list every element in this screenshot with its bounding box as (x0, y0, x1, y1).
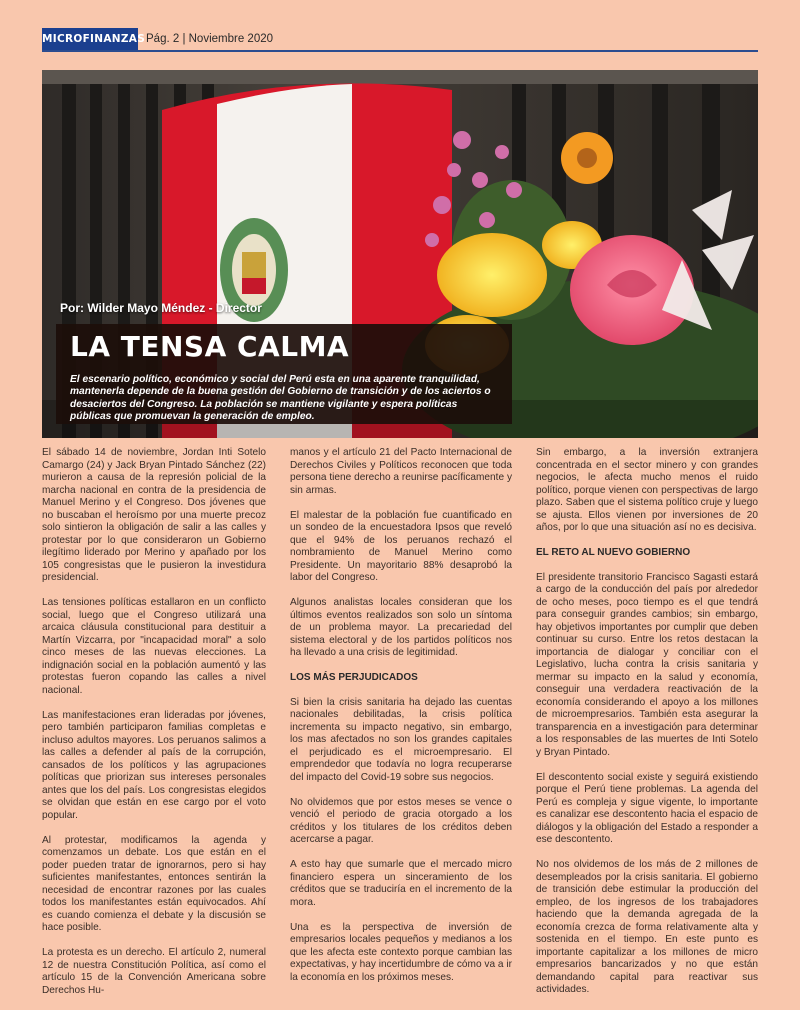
paragraph: El descontento social existe y seguirá existiendo porque el Perú tiene problemas. La agenda del Perú es compleja y sigue vigente, lo importante es canalizar ese descontento hacia el espacio de diálogos y la obligación del Estado a responder a ese descontento. (536, 771, 758, 845)
article-column-2 (290, 447, 512, 997)
brand-logo: MICROFINANZAS (42, 28, 138, 50)
paragraph: El presidente transitorio Francisco Sagasti estará a cargo de la conducción del país por alrededor de ocho meses, poco tiempo es el que tendrá para conseguir grandes cambios; sin embargo, hay objetivos importantes por cumplir que deben continuar su curso. Entre los retos destacan la importancia de dialogar y conciliar con el Legislativo, lucha contra la crisis sanitaria y mermar su impacto en la salud y economía, conseguir una verdadera reactivación de la economía considerando el apoyo a los millones de microempresarios. También esta asegurar la transparencia en a investigación para determinar a los responsables de las muertes de Inti Sotelo y Bryan Pintado. (536, 571, 758, 758)
title-box (56, 324, 512, 424)
section-heading: LOS MÁS PERJUDICADOS (290, 672, 418, 683)
author-byline: Por: Wilder Mayo Méndez - Director (60, 301, 262, 315)
article-column-1 (42, 447, 266, 1010)
paragraph: Las tensiones políticas estallaron en un conflicto social, luego que el Congreso utilizará una arcaica cláusula constitucional para destituir a Martín Vizcarra, por "incapacidad moral" a solo cinco meses de las nuevas elecciones. La indignación social en la población aumentó y las protestas fueron copando las calles a nivel nacional. (42, 597, 266, 696)
page-header (42, 28, 758, 50)
paragraph: Sin embargo, a la inversión extranjera concentrada en el sector minero y con grandes negocios, le afecta mucho menos el ruido político, porque vienen con perspectivas de largo plazo. Saben que el sistema político cruje y luego se ajusta. Ellos vienen por inversiones de 20 años, por lo que una situación así no es decisiva. (536, 447, 758, 533)
paragraph: A esto hay que sumarle que el mercado micro financiero espera un sinceramiento de los créditos que se traduciría en el incremento de la mora. (290, 859, 512, 908)
paragraph: Al protestar, modificamos la agenda y comenzamos un debate. Los que están en el poder pueden tratar de ignorarnos, pero si hay suficientes manifestantes, entonces sentirán la necesidad de encontrar razones por las cuales todos los manifestantes están equivocados. Ahí es cuando comienza el debate y la discusión se hace posible. (42, 834, 266, 933)
paragraph: Algunos analistas locales consideran que los últimos eventos realizados son solo un síntoma de un problema mayor. La precariedad del sistema electoral y de los partidos políticos nos ha llevado a una crisis de legitimidad. (290, 597, 512, 658)
paragraph: El malestar de la población fue cuantificado en un sondeo de la encuestadora Ipsos que reveló que el 94% de los peruanos rechazó el nombramiento de Manuel Merino como Presidente. Un mayoritario 88% desaprobó la labor del Congreso. (290, 509, 512, 583)
page-info: Pág. 2 | Noviembre 2020 (146, 33, 274, 45)
paragraph: No nos olvidemos de los más de 2 millones de desempleados por la crisis sanitaria. El gobierno de transición debe estimular la producción del empleo, de los ingresos de los trabajadores haciendo que la demanda agregada de la economía crezca de forma relativamente alta y sostenida en el tiempo. En este punto es importante capitalizar a los millones de micro empresarios bancarizados y no que están demandando capital para reactivar sus actividades. (536, 859, 758, 995)
paragraph: Una es la perspectiva de inversión de empresarios locales pequeños y medianos a los que les afecta este contexto porque cambian las expectativas, y hay incertidumbre de cómo va a ir la economía en los próximos meses. (290, 921, 512, 983)
paragraph: Las manifestaciones eran lideradas por jóvenes, pero también participaron familias completas e incluso adultos mayores. Los peruanos salimos a las calles a defender al país de la corrupción, cansados de los políticos y las agrupaciones políticas que priorizan sus intereses personales antes que los del país. Los congresistas elegidos se olvidan que están en ese cargo por el voto popular. (42, 709, 266, 821)
paragraph: Si bien la crisis sanitaria ha dejado las cuentas nacionales debilitadas, la crisis política incrementa su impacto negativo, sin embargo, los mas afectados no son los grandes capitales el perjudicado es el microempresario. El emprendedor que todavía no logra recuperarse del impacto del Covid-19 sobre sus negocios. (290, 696, 512, 783)
article-title: LA TENSA CALMA (70, 330, 350, 363)
paragraph: El sábado 14 de noviembre, Jordan Inti Sotelo Camargo (24) y Jack Bryan Pintado Sánchez (22) murieron a causa de la represión policial de la marcha nacional en contra de la presidencia de Manuel Merino y el Congreso. Dos jóvenes que no buscaban el heroísmo por una muerte precoz solo sintieron la obligación de salir a las calles y protestar por lo que consideraron un Gobierno ilegítimo liderado por Merino y apañado por los 105 congresistas que le pusieron la investidura presidencial. (42, 447, 266, 583)
hero-image (42, 70, 758, 438)
article-lead: El escenario político, económico y social del Perú esta en una aparente tranquilidad, mantenerla depende de la buena gestión del Gobierno de transición y de los aciertos o desaciertos del Congreso. La población se mantiene vigilante y espera políticas públicas que promuevan la generación de empleo. (70, 374, 491, 423)
paragraph: manos y el artículo 21 del Pacto Internacional de Derechos Civiles y Políticos reconocen que toda persona tiene derecho a reunirse pacíficamente y sin armas. (290, 447, 512, 496)
section-heading: EL RETO AL NUEVO GOBIERNO (536, 547, 691, 558)
header-divider (42, 50, 758, 52)
paragraph: No olvidemos que por estos meses se vence o venció el periodo de gracia otorgado a los créditos y los titulares de los créditos deben acercarse a pagar. (290, 796, 512, 845)
paragraph: La protesta es un derecho. El artículo 2, numeral 12 de nuestra Constitución Política, así como el artículo 15 de la Convención Americana sobre Derechos Hu- (42, 947, 266, 996)
article-column-3 (536, 447, 758, 1009)
